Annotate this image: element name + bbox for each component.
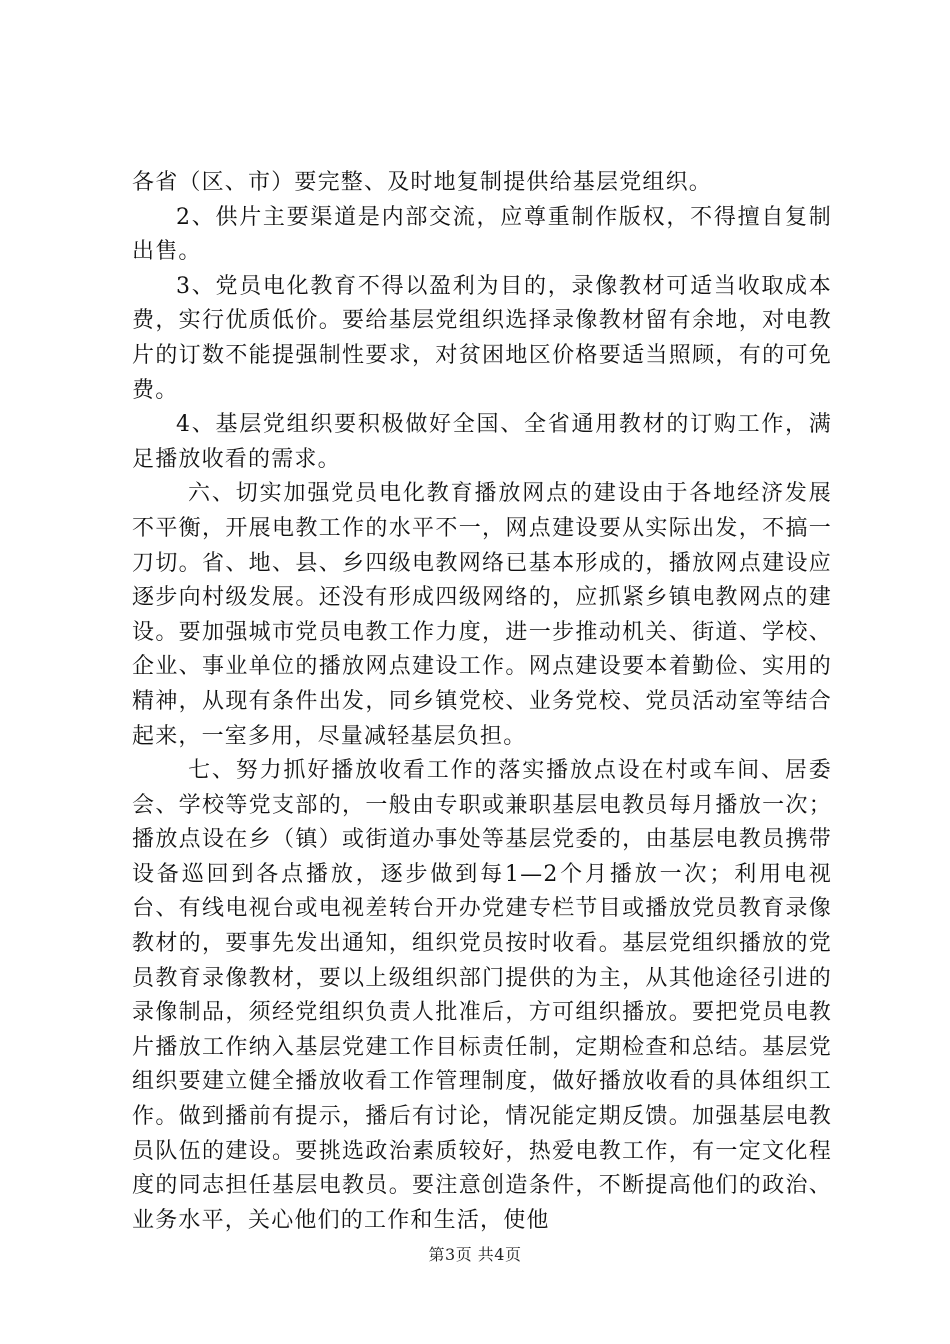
page-number-footer: 第3页 共4页 (428, 1245, 522, 1264)
paragraph-section-6: 六、切实加强党员电化教育播放网点的建设由于各地经济发展不平衡，开展电教工作的水平不一，网点建设要从实际出发，不搞一刀切。省、地、县、乡四级电教网络已基本形成的，播放网点建设应逐步向村级发展。还没有形成四级网络的，应抓紧乡镇电教网点的建设。要加强城市党员电教工作力度，进一步推动机关、街道、学校、企业、事业单位的播放网点建设工作。网点建设要本着勤俭、实用的精神，从现有条件出发，同乡镇党校、业务党校、党员活动室等结合起来，一室多用，尽量减轻基层负担。 (132, 481, 832, 749)
paragraph-item-2: 2、供片主要渠道是内部交流，应尊重制作版权，不得擅自复制出售。 (132, 204, 832, 265)
paragraph-item-4: 4、基层党组织要积极做好全国、全省通用教材的订购工作，满足播放收看的需求。 (132, 412, 832, 472)
paragraph-continuation: 各省（区、市）要完整、及时地复制提供给基层党组织。 (132, 170, 713, 195)
document-body (132, 166, 832, 1238)
paragraph-item-3: 3、党员电化教育不得以盈利为目的，录像教材可适当收取成本费，实行优质低价。要给基层党组织选择录像教材留有余地，对电教片的订数不能提强制性要求，对贫困地区价格要适当照顾，有的可免费。 (132, 273, 832, 403)
paragraph-section-7: 七、努力抓好播放收看工作的落实播放点设在村或车间、居委会、学校等党支部的，一般由专职或兼职基层电教员每月播放一次；播放点设在乡（镇）或街道办事处等基层党委的，由基层电教员携带设备巡回到各点播放，逐步做到每1—2个月播放一次；利用电视台、有线电视台或电视差转台开办党建专栏节目或播放党员教育录像教材的，要事先发出通知，组织党员按时收看。基层党组织播放的党员教育录像教材，要以上级组织部门提供的为主，从其他途径引进的录像制品，须经党组织负责人批准后，方可组织播放。要把党员电教片播放工作纳入基层党建工作目标责任制，定期检查和总结。基层党组织要建立健全播放收看工作管理制度，做好播放收看的具体组织工作。做到播前有提示，播后有讨论，情况能定期反馈。加强基层电教员队伍的建设。要挑选政治素质较好，热爱电教工作，有一定文化程度的同志担任基层电教员。要注意创造条件，不断提高他们的政治、业务水平，关心他们的工作和生活，使他 (132, 758, 832, 1233)
